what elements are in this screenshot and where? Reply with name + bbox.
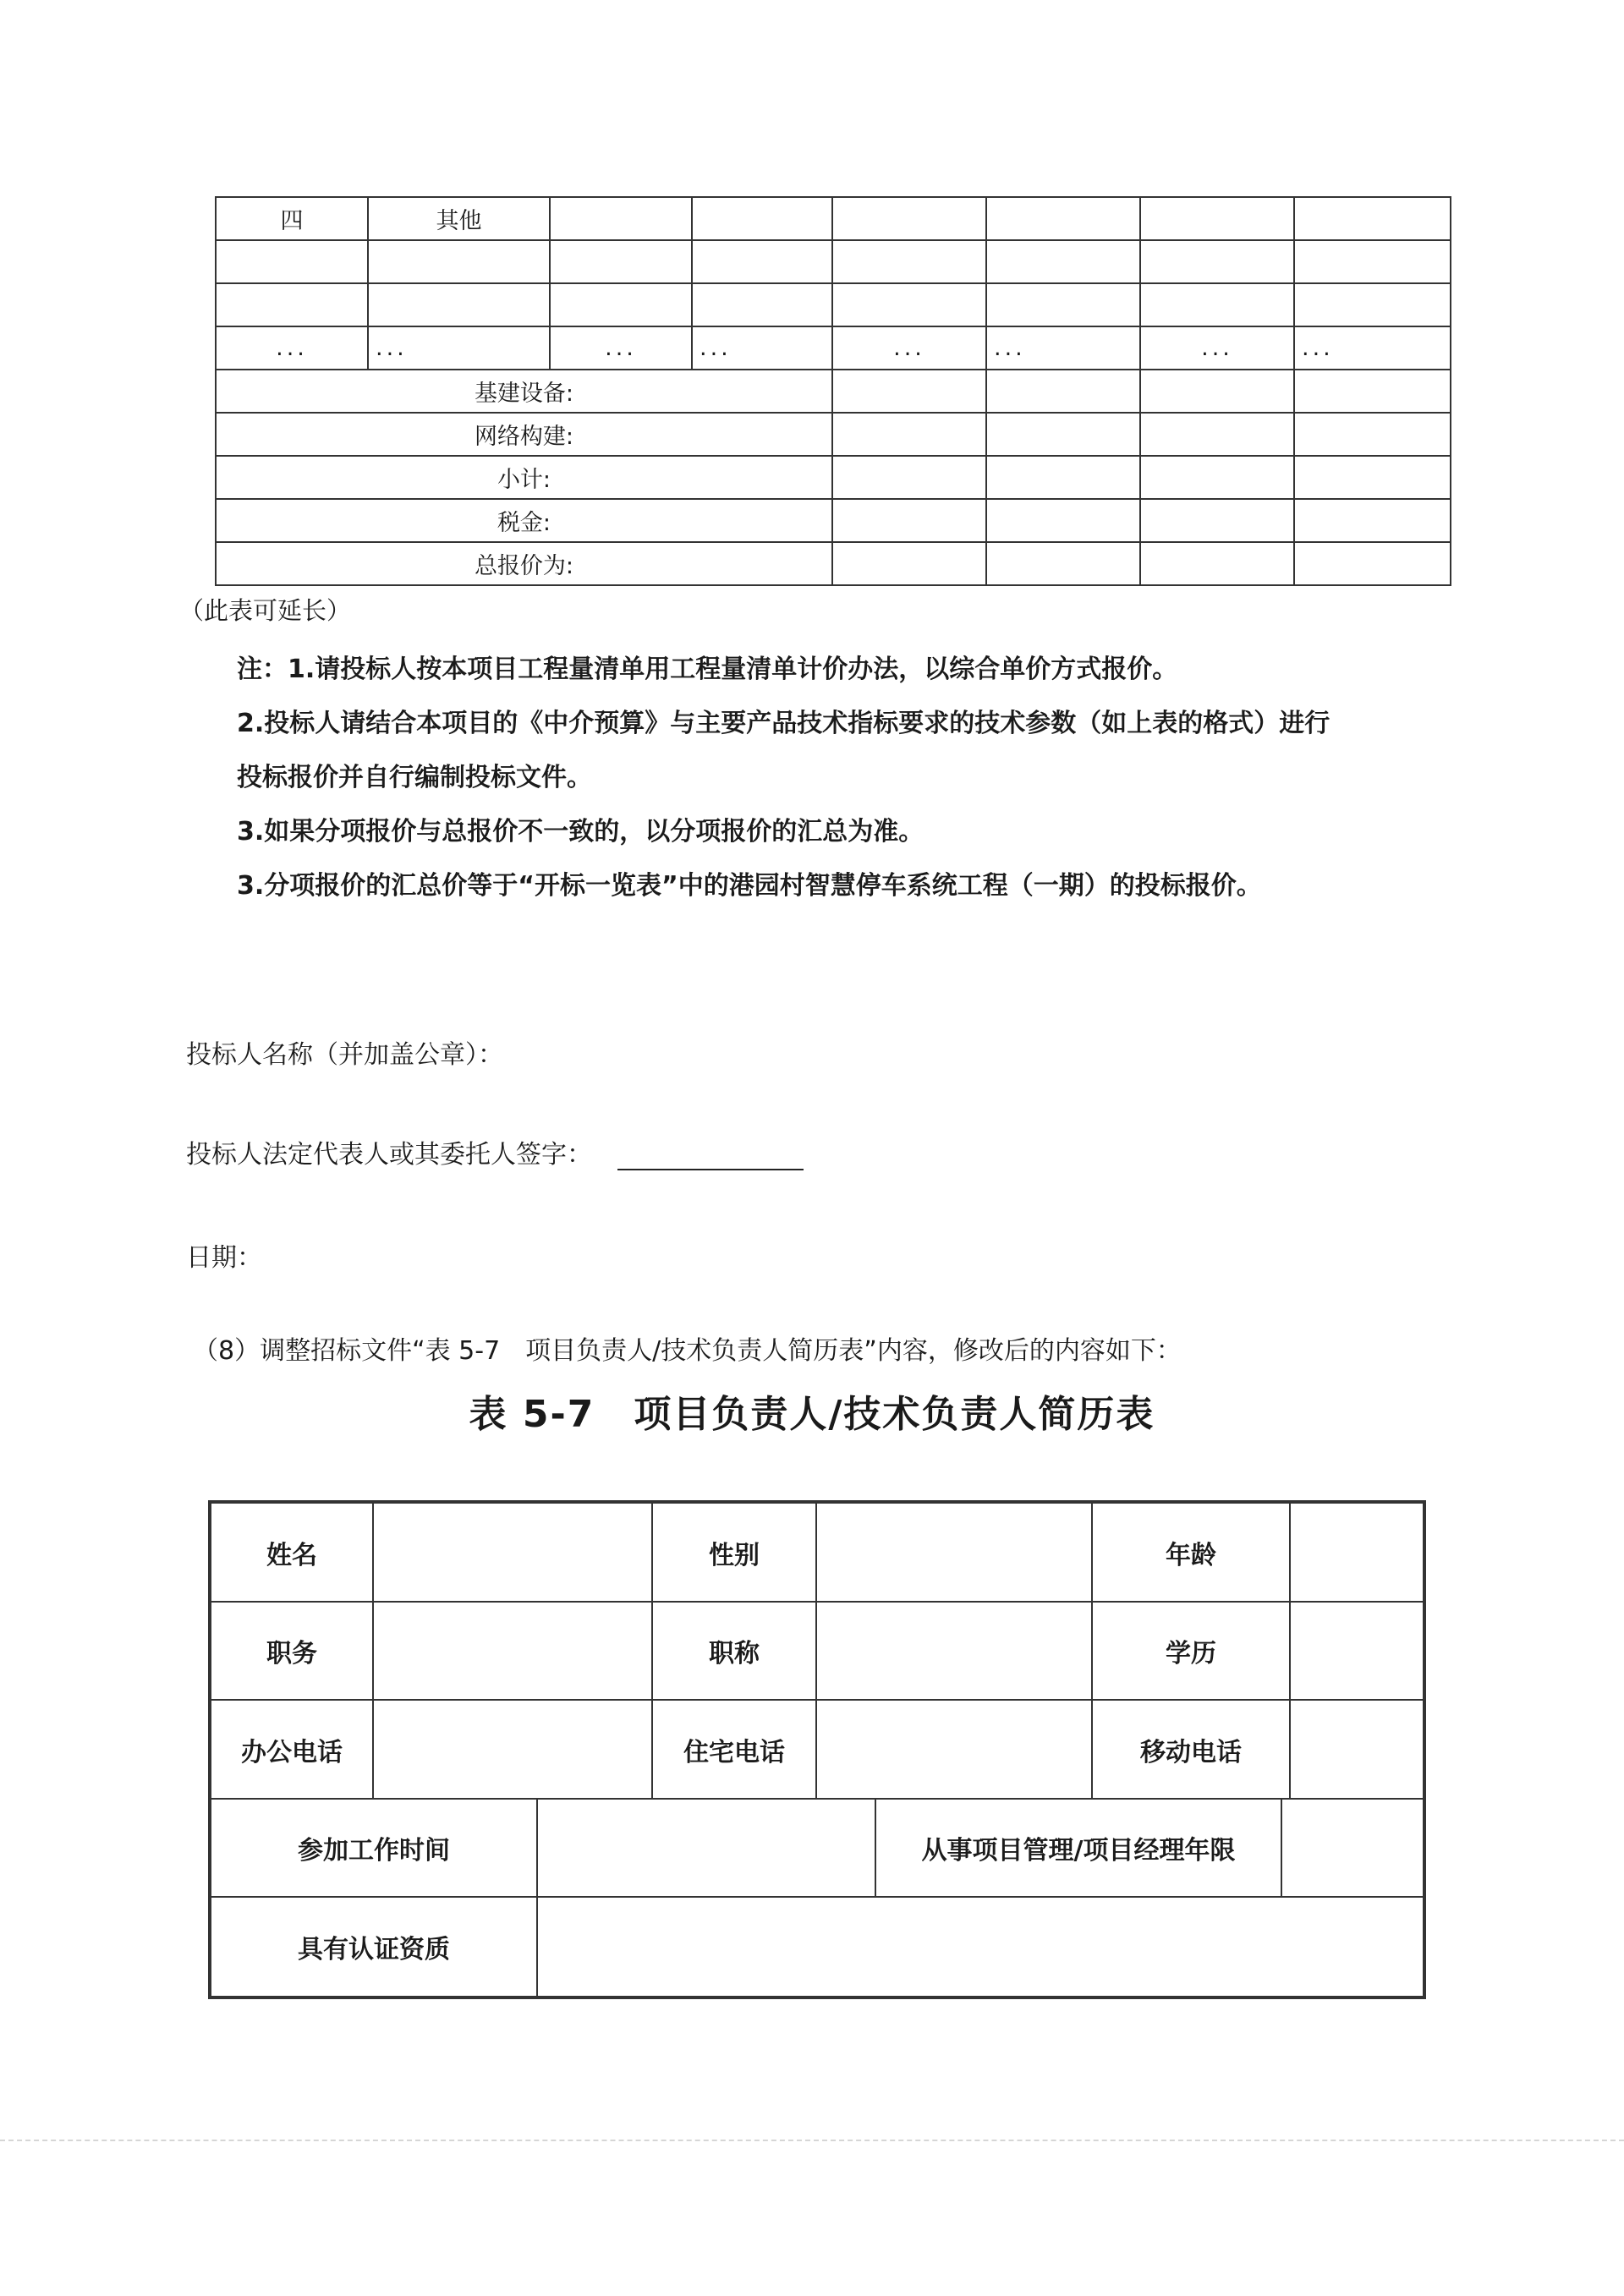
adjustment-text: （8）调整招标文件“表 5-7 项目负责人/技术负责人简历表”内容，修改后的内容如下：: [193, 1336, 1182, 1366]
table-cell: [832, 413, 986, 456]
title-label: 职称: [653, 1603, 817, 1699]
table-row: [216, 197, 1451, 240]
table-cell: [550, 240, 692, 283]
table-row: [216, 283, 1451, 326]
table-cell: [1140, 240, 1294, 283]
gender-label: 性别: [653, 1504, 817, 1601]
table-cell: [1294, 499, 1451, 542]
table-cell: [832, 283, 986, 326]
table-cell: [368, 283, 550, 326]
table-cell: [832, 499, 986, 542]
table-row: [211, 1504, 1423, 1603]
age-label: 年龄: [1093, 1504, 1291, 1601]
note-line: 注：1.请投标人按本项目工程量清单用工程量清单计价办法，以综合单价方式报价。: [237, 655, 1178, 684]
table-cell: 其他: [368, 197, 550, 240]
ellipsis-cell: ...: [216, 326, 368, 370]
table-cell: [832, 197, 986, 240]
ellipsis-cell: ...: [832, 326, 986, 370]
work-start-value-cell[interactable]: [538, 1800, 876, 1896]
table-row: [216, 240, 1451, 283]
legal-rep-label: 投标人法定代表人或其委托人签字：: [186, 1140, 592, 1170]
ellipsis-cell: ...: [986, 326, 1140, 370]
table-cell: [986, 456, 1140, 499]
table-cell: [1140, 456, 1294, 499]
note-line: 投标报价并自行编制投标文件。: [237, 763, 592, 792]
table-cell: [1140, 283, 1294, 326]
table-row: [211, 1898, 1423, 1996]
education-label: 学历: [1093, 1603, 1291, 1699]
table-row: [211, 1603, 1423, 1701]
table-cell: [1140, 499, 1294, 542]
signature-field[interactable]: [617, 1143, 804, 1170]
table-cell: [216, 240, 368, 283]
extendable-note: （此表可延长）: [179, 596, 352, 625]
table-cell: [550, 197, 692, 240]
table-row: [211, 1701, 1423, 1800]
summary-row: [216, 413, 1451, 456]
home-phone-value-cell[interactable]: [817, 1701, 1093, 1798]
table-cell: [986, 499, 1140, 542]
resume-table: [208, 1500, 1426, 1999]
table-cell: [692, 240, 832, 283]
table-cell: [832, 456, 986, 499]
table-cell: [986, 240, 1140, 283]
footer-divider: [0, 2140, 1624, 2141]
pm-years-label: 从事项目管理/项目经理年限: [876, 1800, 1282, 1896]
table-cell: [986, 413, 1140, 456]
pm-years-value-cell[interactable]: [1282, 1800, 1423, 1896]
position-label: 职务: [211, 1603, 374, 1699]
notes-block: [237, 643, 1489, 913]
table-cell: [1294, 283, 1451, 326]
certification-value-cell[interactable]: [538, 1898, 1423, 1996]
summary-row: [216, 499, 1451, 542]
table-title: 表 5-7 项目负责人/技术负责人简历表: [469, 1393, 1155, 1436]
table-cell: [986, 197, 1140, 240]
gender-value-cell[interactable]: [817, 1504, 1093, 1601]
summary-label: 网络构建:: [216, 413, 832, 456]
certification-label: 具有认证资质: [211, 1898, 538, 1996]
office-phone-label: 办公电话: [211, 1701, 374, 1798]
name-label: 姓名: [211, 1504, 374, 1601]
table-cell: [1140, 542, 1294, 585]
table-row: [211, 1800, 1423, 1898]
table-cell: [832, 370, 986, 413]
summary-label: 小计:: [216, 456, 832, 499]
ellipsis-cell: ...: [1294, 326, 1451, 370]
summary-row: [216, 456, 1451, 499]
table-cell: [986, 370, 1140, 413]
table-cell: [550, 283, 692, 326]
table-cell: [692, 283, 832, 326]
home-phone-label: 住宅电话: [653, 1701, 817, 1798]
summary-label: 税金:: [216, 499, 832, 542]
note-line: 3.如果分项报价与总报价不一致的，以分项报价的汇总为准。: [237, 817, 924, 847]
table-cell: [1294, 542, 1451, 585]
title-value-cell[interactable]: [817, 1603, 1093, 1699]
bidder-name-label: 投标人名称（并加盖公章）：: [186, 1040, 503, 1070]
position-value-cell[interactable]: [374, 1603, 653, 1699]
table-cell: [1140, 197, 1294, 240]
table-cell: [986, 283, 1140, 326]
table-cell: [1294, 240, 1451, 283]
table-cell: [1140, 413, 1294, 456]
note-line: 2.投标人请结合本项目的《中介预算》与主要产品技术指标要求的技术参数（如上表的格式）进行: [237, 709, 1330, 738]
office-phone-value-cell[interactable]: [374, 1701, 653, 1798]
summary-label: 总报价为:: [216, 542, 832, 585]
table-cell: [692, 197, 832, 240]
age-value-cell[interactable]: [1291, 1504, 1423, 1601]
date-label: 日期：: [186, 1243, 262, 1273]
table-cell: 四: [216, 197, 368, 240]
table-cell: [1294, 370, 1451, 413]
work-start-label: 参加工作时间: [211, 1800, 538, 1896]
summary-row: [216, 542, 1451, 585]
table-cell: [368, 240, 550, 283]
summary-label: 基建设备:: [216, 370, 832, 413]
mobile-phone-value-cell[interactable]: [1291, 1701, 1423, 1798]
table-cell: [832, 542, 986, 585]
legal-rep-row: [186, 1133, 804, 1170]
pricing-table: [215, 196, 1451, 586]
education-value-cell[interactable]: [1291, 1603, 1423, 1699]
table-cell: [1140, 370, 1294, 413]
table-cell: [1294, 197, 1451, 240]
table-cell: [1294, 413, 1451, 456]
ellipsis-cell: ...: [1140, 326, 1294, 370]
table-cell: [216, 283, 368, 326]
mobile-phone-label: 移动电话: [1093, 1701, 1291, 1798]
ellipsis-cell: ...: [550, 326, 692, 370]
table-cell: [986, 542, 1140, 585]
table-row: [216, 326, 1451, 370]
summary-row: [216, 370, 1451, 413]
name-value-cell[interactable]: [374, 1504, 653, 1601]
ellipsis-cell: ...: [368, 326, 550, 370]
ellipsis-cell: ...: [692, 326, 832, 370]
table-cell: [832, 240, 986, 283]
table-cell: [1294, 456, 1451, 499]
note-line: 3.分项报价的汇总价等于“开标一览表”中的港园村智慧停车系统工程（一期）的投标报价。: [237, 871, 1262, 901]
